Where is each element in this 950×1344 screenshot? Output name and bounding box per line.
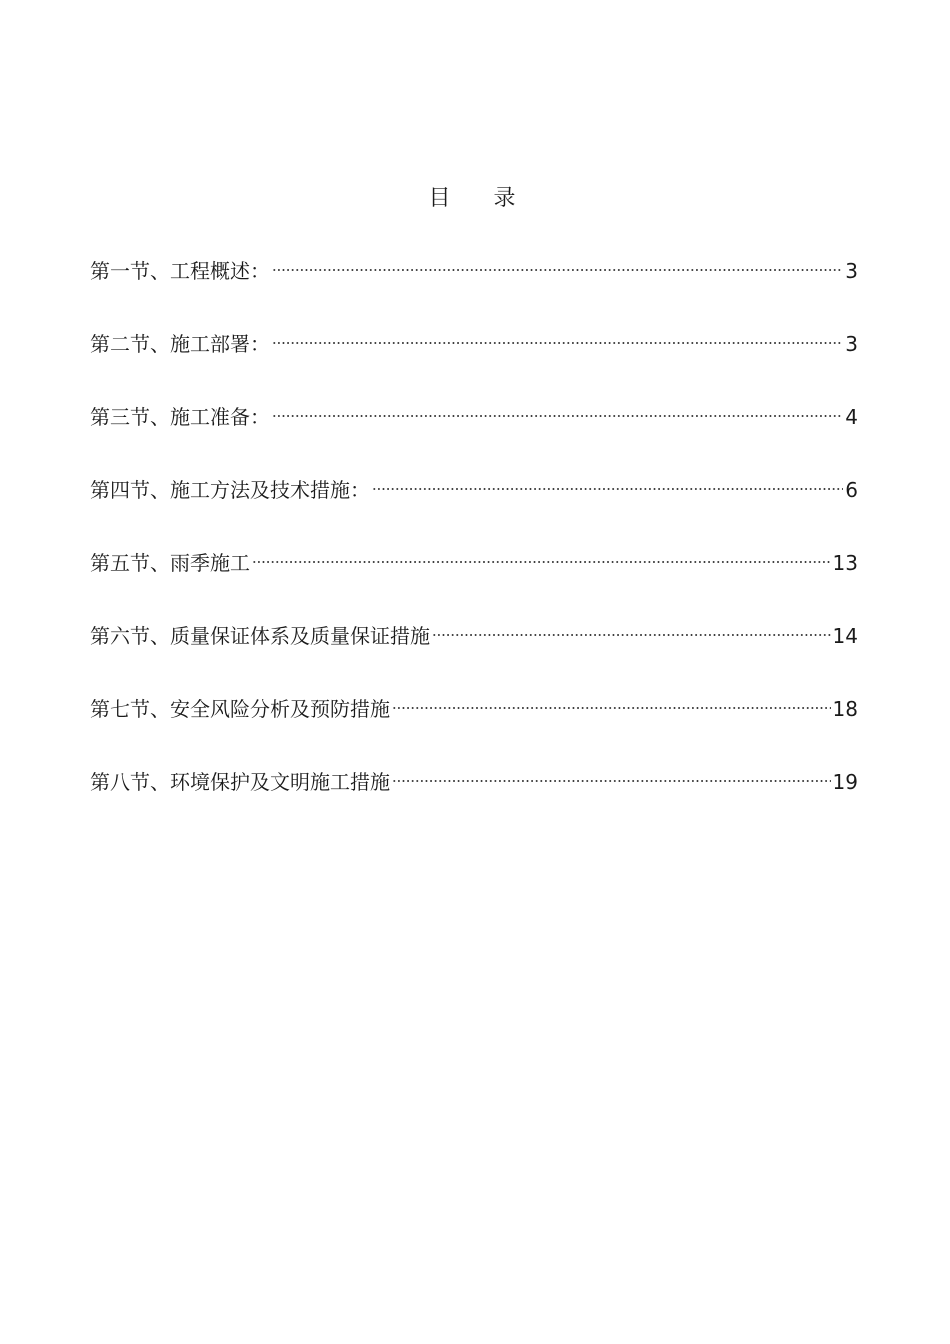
toc-entry-label: 第五节、雨季施工 (90, 551, 250, 575)
toc-entry-label: 第一节、工程概述： (90, 259, 270, 283)
toc-entry-label: 第二节、施工部署： (90, 332, 270, 356)
toc-entry[interactable] (90, 474, 858, 547)
toc-entry-label: 第三节、施工准备： (90, 405, 270, 429)
dot-leader (372, 487, 843, 491)
toc-entry-page-number: 3 (845, 259, 858, 283)
toc-entry-page-number: 18 (832, 697, 858, 721)
toc-entry-page-number: 6 (845, 478, 858, 502)
dot-leader (392, 706, 831, 710)
toc-entry[interactable] (90, 547, 858, 620)
toc-entry-page-number: 14 (832, 624, 858, 648)
toc-entry-page-number: 13 (832, 551, 858, 575)
dot-leader (392, 779, 831, 783)
dot-leader (272, 268, 843, 272)
toc-entry-label: 第八节、环境保护及文明施工措施 (90, 770, 390, 794)
toc-entry[interactable] (90, 255, 858, 328)
dot-leader (252, 560, 831, 564)
toc-entry-label: 第七节、安全风险分析及预防措施 (90, 697, 390, 721)
toc-entry-label: 第四节、施工方法及技术措施： (90, 478, 370, 502)
toc-entry[interactable] (90, 766, 858, 839)
toc-entry[interactable] (90, 401, 858, 474)
toc-title: 目 录 (428, 186, 534, 211)
toc-entry[interactable] (90, 328, 858, 401)
toc-entry[interactable] (90, 693, 858, 766)
toc-entry[interactable] (90, 620, 858, 693)
toc-entry-page-number: 19 (832, 770, 858, 794)
dot-leader (272, 414, 843, 418)
dot-leader (432, 633, 831, 637)
dot-leader (272, 341, 843, 345)
toc-entry-page-number: 3 (845, 332, 858, 356)
toc-entry-label: 第六节、质量保证体系及质量保证措施 (90, 624, 430, 648)
toc-entry-page-number: 4 (845, 405, 858, 429)
toc-list (90, 255, 858, 839)
